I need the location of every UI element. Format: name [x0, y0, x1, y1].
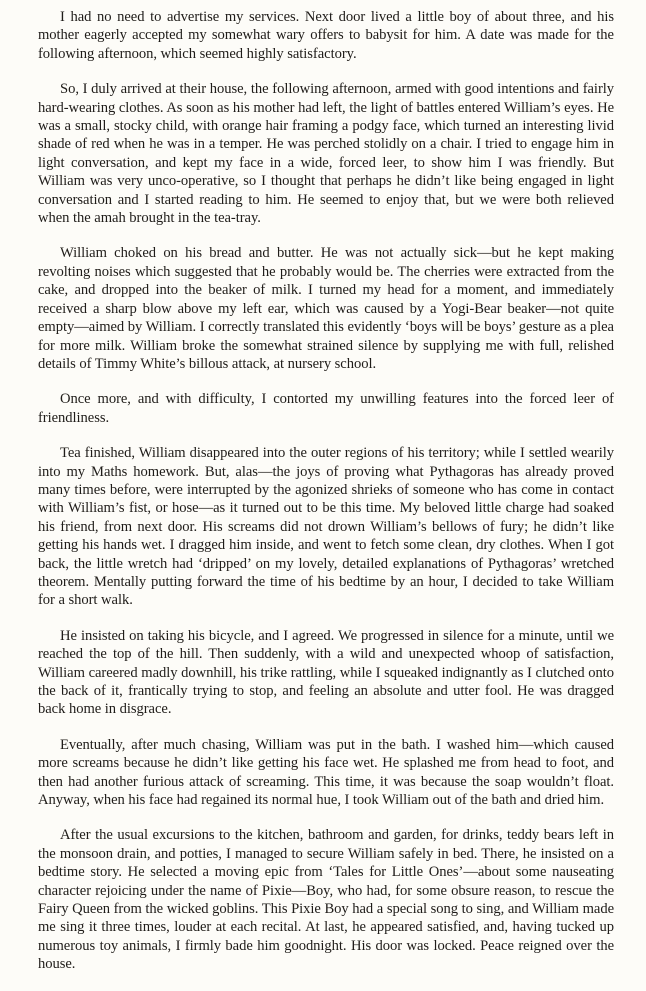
- paragraph-bicycle-walk: He insisted on taking his bicycle, and I agreed. We progressed in silence for a minute, until we reached the top of the hill. Then suddenly, with a wild and unexpected whoop of satisfaction, William careered madly downhill, his trike rattling, while I squeaked indignantly as I clutched onto the back of it, frantically trying to stop, and feeling an absolute and utter fool. He was dragged back home in disgrace.: [38, 627, 614, 718]
- paragraph-arrival: So, I duly arrived at their house, the following afternoon, armed with good intentions and fairly hard-wearing clothes. As soon as his mother had left, the light of battles entered William’s eyes. He was a small, stocky child, with orange hair framing a podgy face, which turned an interesting livid shade of red when he was in a temper. He was perched stolidly on a chair. I tried to engage him in light conversation, and kept my face in a wide, forced leer, to show him I was friendly. But William was very unco-operative, so I thought that perhaps he didn’t like being engaged in light conversation and I started reading to him. He seemed to enjoy that, but we were both relieved when the amah brought in the tea-tray.: [38, 81, 614, 227]
- paragraph-bedtime: After the usual excursions to the kitchen, bathroom and garden, for drinks, teddy bears left in the monsoon drain, and potties, I managed to secure William safely in bed. There, he insisted on a bedtime story. He selected a moving epic from ‘Tales for Little Ones’—about some nauseating character rejoicing under the name of Pixie—Boy, who had, for some obsure reason, to rescue the Fairy Queen from the wicked goblins. This Pixie Boy had a special song to sing, and William made me sing it three times, louder at each recital. At last, he appeared satisfied, and, having tucked up numerous toy animals, I firmly bade him goodnight. His door was locked. Peace reigned over the house.: [38, 827, 614, 973]
- paragraph-maths-homework: Tea finished, William disappeared into the outer regions of his territory; while I settled wearily into my Maths homework. But, alas—the joys of proving what Pythagoras has already proved many times before, were interrupted by the agonized shrieks of someone who has come in contact with William’s fist, or hose—as it turned out to be this time. My beloved little charge had soaked his friend, from next door. His screams did not drown William’s bellows of fury; he didn’t like getting his hands wet. I dragged him inside, and went to fetch some clean, dry clothes. When I got back, the little wretch had ‘dripped’ on my lovely, detailed explanations of Pythagoras’ wretched theorem. Mentally putting forward the time of his bedtime by an hour, I decided to take William for a short walk.: [38, 445, 614, 609]
- paragraph-bath: Eventually, after much chasing, William was put in the bath. I washed him—which caused more screams because he didn’t like getting his face wet. He splashed me from head to foot, and then had another furious attack of screaming. This time, it was because the soap wouldn’t float. Anyway, when his face had regained its normal hue, I took William out of the bath and dried him.: [38, 736, 614, 809]
- paragraph-advertise-services: I had no need to advertise my services. Next door lived a little boy of about three, and his mother eagerly accepted my somewhat wary offers to babysit for him. A date was made for the following afternoon, which seemed highly satisfactory.: [38, 9, 614, 62]
- paragraph-tea-time: William choked on his bread and butter. He was not actually sick—but he kept making revolting noises which suggested that he probably would be. The cherries were extracted from the cake, and dropped into the beaker of milk. I turned my head for a moment, and immediately received a sharp blow above my left ear, which was caused by a Yogi-Bear beaker—not quite empty—aimed by William. I correctly translated this evidently ‘boys will be boys’ gesture as a plea for more milk. William broke the somewhat strained silence by supplying me with full, relished details of Timmy White’s billous attack, at nursery school.: [38, 245, 614, 372]
- document-page: [38, 8, 614, 991]
- paragraph-forced-leer: Once more, and with difficulty, I contorted my unwilling features into the forced leer of friendliness.: [38, 391, 614, 426]
